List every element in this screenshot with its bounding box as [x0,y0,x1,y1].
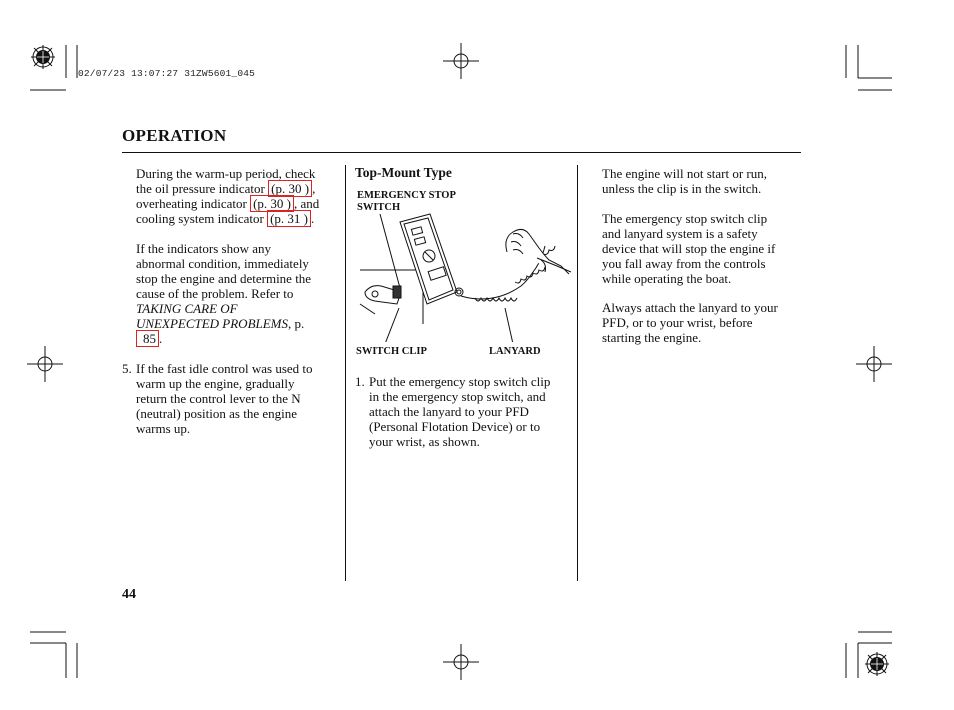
right-column [602,166,802,345]
text-span: , [312,181,316,196]
step-1 [355,374,591,449]
text-line [136,181,342,196]
text-line: in the emergency stop switch, and [369,389,546,404]
left-column [122,166,342,436]
label-lanyard: LANYARD [489,346,541,357]
registration-target-bottom-right-icon [865,652,889,676]
text-line: device that will stop the engine if [602,241,776,256]
safety-device-paragraph [602,211,802,286]
text-span: . [159,331,163,346]
text-line [136,316,342,331]
italic-reference: TAKING CARE OF [136,301,238,316]
text-line: warm up the engine, gradually [136,376,295,391]
text-line: Put the emergency stop switch clip [369,374,551,389]
text-line: while operating the boat. [602,271,732,286]
link-cooling-system-indicator[interactable]: (p. 31 ) [267,210,311,227]
step-number: 1. [355,374,365,389]
text-line: abnormal condition, immediately [136,256,309,271]
text-line: return the control lever to the N [136,391,301,406]
text-line: starting the engine. [602,330,702,345]
registration-target-top-left-icon [31,45,55,69]
text-line: cause of the problem. Refer to [136,286,294,301]
text-line [136,331,342,346]
page-number: 44 [122,587,136,602]
column-divider-left [345,165,346,581]
crosshair-bottom-icon [443,644,479,680]
step-5 [122,361,342,436]
text-span: cooling system indicator [136,211,268,226]
text-line: you fall away from the controls [602,256,766,271]
italic-reference: UNEXPECTED PROBLEMS, [136,316,292,331]
text-line: The emergency stop switch clip [602,211,768,226]
text-line [136,196,342,211]
crosshair-right-icon [856,346,892,382]
text-line: Always attach the lanyard to your [602,300,778,315]
column-divider-right [577,165,578,581]
text-line: (Personal Flotation Device) or to [369,419,541,434]
text-span: , and [294,196,320,211]
text-line: attach the lanyard to your PFD [369,404,529,419]
text-line [136,301,342,316]
subhead-top-mount-type: Top-Mount Type [355,165,452,180]
title-rule [122,152,801,153]
link-overheating-indicator[interactable]: (p. 30 ) [250,195,294,212]
text-line: PFD, or to your wrist, before [602,315,753,330]
label-switch-clip: SWITCH CLIP [356,346,427,357]
emergency-stop-switch-illustration [355,212,575,342]
step-number: 5. [122,361,132,376]
link-page-85[interactable]: 85 [136,330,159,347]
text-line: your wrist, as shown. [369,434,480,449]
crosshair-left-icon [27,346,63,382]
text-line: and lanyard system is a safety [602,226,758,241]
text-line: stop the engine and determine the [136,271,312,286]
crosshair-top-icon [443,43,479,79]
text-span: p. [291,316,305,331]
abnormal-paragraph [122,241,342,346]
text-line: The engine will not start or run, [602,166,767,181]
text-span: the oil pressure indicator [136,181,269,196]
text-line: unless the clip is in the switch. [602,181,762,196]
text-line: If the indicators show any [136,241,272,256]
link-oil-pressure-indicator[interactable]: (p. 30 ) [268,180,312,197]
label-emergency-stop-switch [357,190,456,214]
text-span: overheating indicator [136,196,251,211]
warmup-paragraph [122,166,342,226]
text-line: warms up. [136,421,191,436]
text-line [136,211,342,226]
label-line: EMERGENCY STOP [357,190,456,201]
engine-start-paragraph [602,166,802,196]
label-line: SWITCH [357,202,401,213]
text-line: During the warm-up period, check [136,166,316,181]
attach-lanyard-paragraph [602,300,802,345]
text-line: (neutral) position as the engine [136,406,298,421]
text-span: . [310,211,315,226]
print-stamp: 02/07/23 13:07:27 31ZW5601_045 [78,68,256,79]
text-line: If the fast idle control was used to [136,361,313,376]
section-title: OPERATION [122,126,227,145]
